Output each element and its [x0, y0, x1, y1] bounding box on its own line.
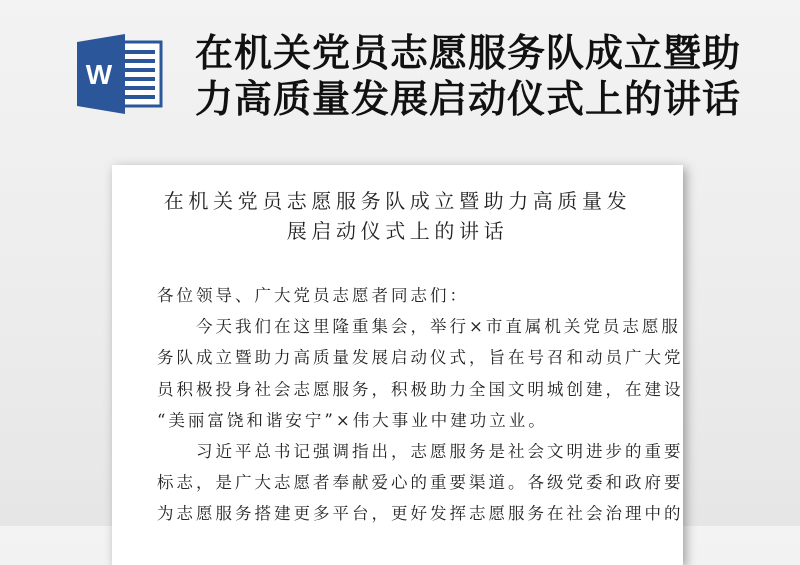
paragraph-line: 为志愿服务搭建更多平台，更好发挥志愿服务在社会治理中的	[157, 504, 684, 524]
document-body	[157, 280, 684, 530]
header-title	[195, 30, 741, 122]
header-title-line: 在机关党员志愿服务队成立暨助	[195, 31, 742, 75]
document-title-line: 在机关党员志愿服务队成立暨助力高质量发	[163, 189, 632, 213]
paragraph-line: 标志，是广大志愿者奉献爱心的重要渠道。各级党委和政府要	[157, 473, 684, 493]
paragraph-line: 今天我们在这里隆重集会，举行×市直属机关党员志愿服	[196, 317, 681, 337]
document-title-line: 展启动仪式上的讲话	[286, 219, 509, 243]
paragraph-line: 习近平总书记强调指出，志愿服务是社会文明进步的重要	[196, 442, 684, 462]
paragraph-line: 员积极投身社会志愿服务，积极助力全国文明城创建，在建设	[157, 379, 684, 399]
paragraph-line: 务队成立暨助力高质量发展启动仪式，旨在号召和动员广大党	[157, 348, 684, 368]
svg-text:W: W	[85, 59, 113, 90]
document-page	[112, 165, 683, 565]
salutation: 各位领导、广大党员志愿者同志们：	[157, 286, 469, 305]
word-icon	[77, 34, 165, 114]
paragraph-line: “美丽富饶和谐安宁”×伟大事业中建功立业。	[157, 410, 548, 430]
document-title	[112, 186, 683, 246]
header-title-line: 力高质量发展启动仪式上的讲话	[195, 77, 742, 121]
